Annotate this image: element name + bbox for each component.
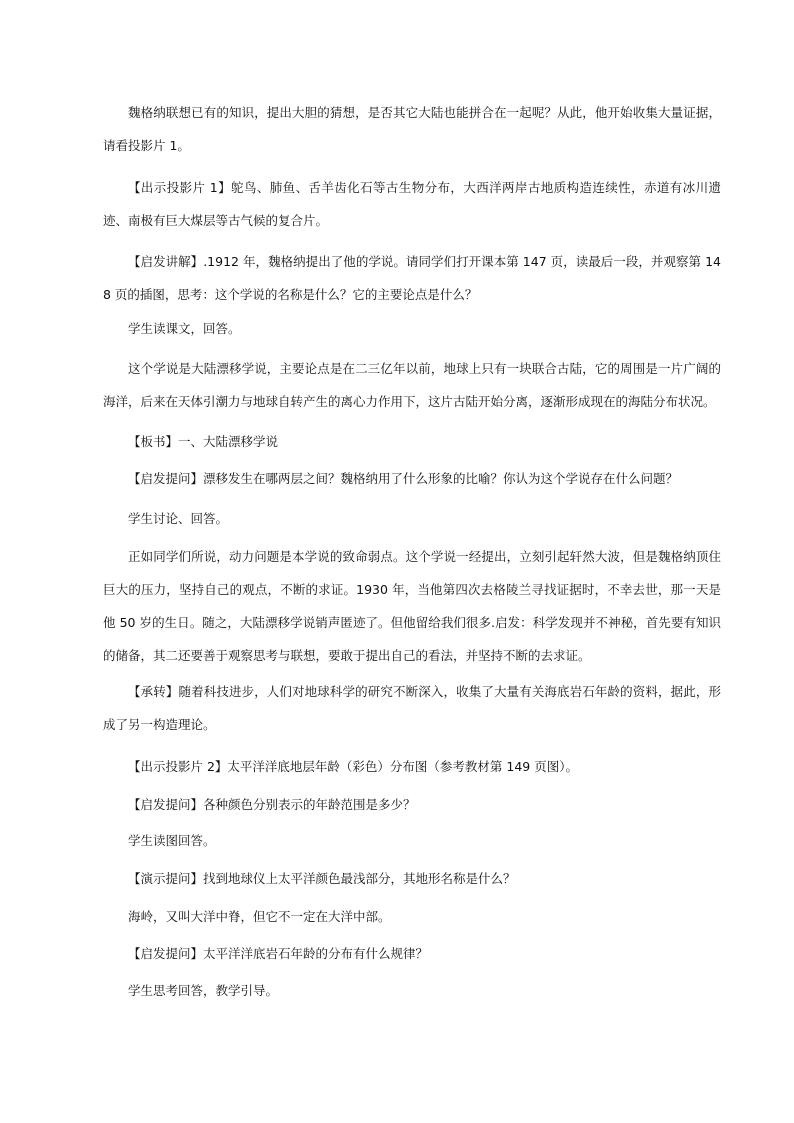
paragraph-student-discuss: 学生讨论、回答。 [128,511,229,526]
paragraph-student-think: 学生思考回答，教学引导。 [128,983,279,998]
paragraph-transition: 【承转】随着科技进步，人们对地球科学的研究不断深入，收集了大量有关海底岩石年龄的资料，据此，形成了另一构造理论。 [103,684,721,732]
paragraph-question-drift: 【启发提问】漂移发生在哪两层之间？魏格纳用了什么形象的比喻？你认为这个学说存在什么问题？ [128,471,679,486]
paragraph-student-read: 学生读课文，回答。 [128,321,241,336]
paragraph-slide-2: 【出示投影片 2】太平洋洋底地层年龄（彩色）分布图（参考教材第 149 页图）。 [128,759,578,774]
paragraph-drift-theory: 这个学说是大陆漂移学说，主要论点是在二三亿年以前，地球上只有一块联合古陆，它的周围是一片广阔的海洋，后来在天体引潮力与地球自转产生的离心力作用下，这片古陆开始分离，逐渐形成现在的海陆分布状况。 [103,361,721,409]
paragraph-wegener-hypothesis: 魏格纳联想已有的知识，提出大胆的猜想，是否其它大陆也能拼合在一起呢？从此，他开始收集大量证据，请看投影片 1。 [103,105,721,153]
paragraph-demo-question: 【演示提问】找到地球仪上太平洋颜色最浅部分，其地形名称是什么？ [128,871,516,886]
paragraph-ridge: 海岭，又叫大洋中脊，但它不一定在大洋中部。 [128,909,391,924]
paragraph-student-map: 学生读图回答。 [128,833,216,848]
paragraph-board-heading: 【板书】一、大陆漂移学说 [128,434,279,449]
paragraph-question-age: 【启发提问】太平洋洋底岩石年龄的分布有什么规律？ [128,946,429,961]
paragraph-question-colors: 【启发提问】各种颜色分别表示的年龄范围是多少？ [128,797,416,812]
paragraph-slide-1: 【出示投影片 1】鸵鸟、肺鱼、舌羊齿化石等古生物分布，大西洋两岸古地质构造连续性，赤道有冰川遗迹、南极有巨大煤层等古气候的复合片。 [103,180,721,228]
paragraph-lecture-1912: 【启发讲解】.1912 年，魏格纳提出了他的学说。请同学们打开课本第 147 页，读最后一段，并观察第 148 页的插图，思考：这个学说的名称是什么？它的主要论点是什么？ [103,254,721,302]
paragraph-weakness: 正如同学们所说，动力问题是本学说的致命弱点。这个学说一经提出，立刻引起轩然大波，但是魏格纳顶住巨大的压力，坚持自己的观点，不断的求证。1930 年，当他第四次去格陵兰寻找证据时，不幸去世，那一天是他 50 岁的生日。随之，大陆漂移学说销声匿迹了。但他留给我们很多.启发：科学发现并不神秘，首先要有知识的储备，其二还要善于观察思考与联想，要敢于提出自己的看法，并坚持不断的去求证。 [103,549,721,663]
